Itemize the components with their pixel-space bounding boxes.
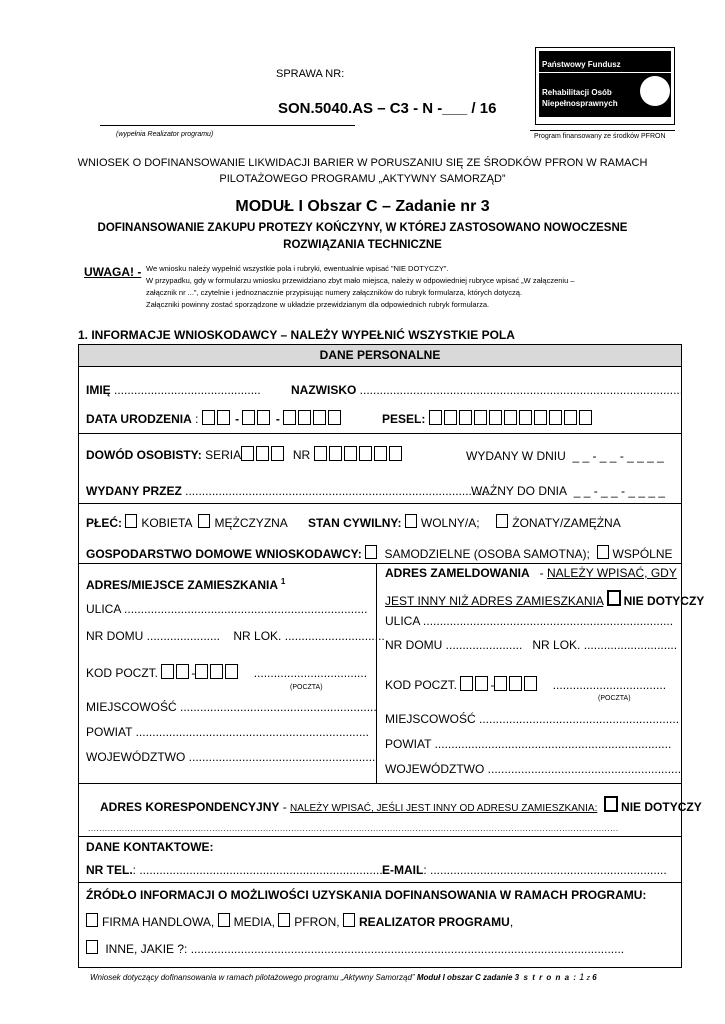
nr-box[interactable] xyxy=(389,446,402,461)
zamel-powiat-row: POWIAT ....................................................................... xyxy=(385,737,672,751)
dane-personalne-header: DANE PERSONALNE xyxy=(79,345,681,366)
uwaga-line-4: Załączniki powinny zostać sporządzone w układzie przewidzianym dla odpowiednich rubryk formularza. xyxy=(146,300,490,309)
nr-box[interactable] xyxy=(314,446,327,461)
zam-wojewodztwo-row: WOJEWÓDZTWO ........................................................ xyxy=(86,750,376,764)
zamel-poczta-label: (POCZTA) xyxy=(598,695,631,702)
zameldowanie-heading-2: JEST INNY NIŻ ADRES ZAMIESZKANIA NIE DOTYCZY xyxy=(385,590,704,608)
pesel-digit-box[interactable] xyxy=(474,410,487,425)
subtitle-2: ROZWIĄZANIA TECHNICZNE xyxy=(283,239,442,251)
uwaga-line-1: We wniosku należy wypełnić wszystkie pola i rubryki, ewentualnie wpisać ”NIE DOTYCZY”. xyxy=(146,264,449,273)
uwaga-line-3: załącznik nr ...”, czytelnie i jednoznacznie przypisując numery załączników do rubryk formularza, których dotyczą. xyxy=(146,288,522,297)
date-digit-box[interactable] xyxy=(313,410,326,425)
dowod-row: DOWÓD OSOBISTY: SERIA NR xyxy=(86,446,404,462)
wspolne-checkbox[interactable] xyxy=(597,545,609,559)
nazwisko-row: NAZWISKO ................................................................................................. xyxy=(291,383,684,397)
date-digit-box[interactable] xyxy=(257,410,270,425)
imie-field[interactable]: ............................................ xyxy=(114,383,261,397)
zam-nr-domu-field[interactable]: ...................... xyxy=(146,629,221,643)
zamel-kod-box[interactable] xyxy=(460,676,473,691)
zamel-miejscowosc-row: MIEJSCOWOŚĆ ............................................................ xyxy=(385,712,680,726)
zam-kod-box[interactable] xyxy=(195,664,208,679)
koresp-row: ADRES KORESPONDENCYJNY - NALEŻY WPISAĆ, JEŚLI JEST INNY OD ADRESU ZAMIESZKANIA: NIE DOTYCZY xyxy=(100,796,702,814)
pesel-digit-box[interactable] xyxy=(534,410,547,425)
seria-box[interactable] xyxy=(256,446,269,461)
nazwisko-field[interactable]: ................................................................................................. xyxy=(359,383,684,397)
zam-miejscowosc-row: MIEJSCOWOŚĆ ........................................................... xyxy=(86,700,377,714)
zamel-poczta-field[interactable]: .................................. xyxy=(552,678,667,692)
data-urodzenia-row: DATA URODZENIA : - - xyxy=(86,410,343,426)
program-note: Program finansowany ze środków PFRON xyxy=(534,133,666,140)
zam-ulica-field[interactable]: ......................................................................... xyxy=(124,602,368,616)
pfron-logo xyxy=(535,47,675,125)
zam-kod-box[interactable] xyxy=(161,664,174,679)
pesel-digit-box[interactable] xyxy=(489,410,502,425)
zameldowanie-heading: ADRES ZAMELDOWANIA - NALEŻY WPISAĆ, GDY xyxy=(385,566,677,580)
zam-poczta-label: (POCZTA) xyxy=(290,684,323,691)
wydany-w-dniu-row: WYDANY W DNIU _ _ - _ _ - _ _ _ _ xyxy=(466,449,664,463)
zamel-kod-box[interactable] xyxy=(524,676,537,691)
zam-kod-box[interactable] xyxy=(176,664,189,679)
zamel-nr-domu-field[interactable]: ....................... xyxy=(445,638,523,652)
zamel-ulica-row: ULICA ........................................................................... xyxy=(385,614,674,628)
zam-miejscowosc-field[interactable]: ........................................................... xyxy=(180,700,377,714)
zamel-wojewodztwo-field[interactable]: .......................................................... xyxy=(487,762,682,776)
date-digit-box[interactable] xyxy=(328,410,341,425)
date-digit-box[interactable] xyxy=(242,410,255,425)
footer: Wniosek dotyczący dofinansowania w ramach pilotażowego programu „Aktywny Samorząd” Moduł I obszar C zadanie 3 s t r o n a : 1 z 6 xyxy=(90,972,597,982)
logo-line-2: Rehabilitacji Osób xyxy=(542,88,612,97)
pesel-row: PESEL: xyxy=(382,410,594,426)
zamel-nr-row: NR DOMU ....................... NR LOK. ............................ xyxy=(385,638,678,652)
wydany-przez-row: WYDANY PRZEZ ........................................................................................... xyxy=(86,484,489,498)
pfron-checkbox[interactable] xyxy=(278,913,290,927)
email-row: E-MAIL: ....................................................................... xyxy=(382,863,667,877)
date-digit-box[interactable] xyxy=(298,410,311,425)
logo-line-3: Niepełnosprawnych xyxy=(542,99,618,108)
section-1-heading: 1. INFORMACJE WNIOSKODAWCY – NALEŻY WYPEŁNIĆ WSZYSTKIE POLA xyxy=(78,328,515,342)
tel-field[interactable]: : ........................................................................... xyxy=(132,863,390,877)
zam-wojewodztwo-field[interactable]: ........................................................ xyxy=(188,750,376,764)
firma-checkbox[interactable] xyxy=(86,913,98,927)
pesel-digit-box[interactable] xyxy=(549,410,562,425)
zamel-powiat-field[interactable]: ....................................................................... xyxy=(434,737,672,751)
imie-row: IMIĘ ............................................ xyxy=(86,383,261,397)
wazny-do-field[interactable]: _ _ - _ _ - _ _ _ _ xyxy=(573,484,666,498)
plec-row: PŁEĆ: KOBIETA MĘŻCZYZNA xyxy=(86,516,288,530)
zam-kod-row: KOD POCZT. - .................................. xyxy=(86,666,368,680)
date-digit-box[interactable] xyxy=(283,410,296,425)
pesel-digit-box[interactable] xyxy=(504,410,517,425)
mezczyzna-checkbox[interactable] xyxy=(198,514,210,528)
inne-row: INNE, JAKIE ?: .................................................................................................................................. xyxy=(86,940,624,956)
stan-cywilny-row: STAN CYWILNY: WOLNY/A; ŻONATY/ZAMĘŻNA xyxy=(308,516,621,530)
zamel-kod-box[interactable] xyxy=(509,676,522,691)
date-digit-box[interactable] xyxy=(217,410,230,425)
dane-kontaktowe-heading: DANE KONTAKTOWE: xyxy=(86,840,214,854)
logo-line-1: Państwowy Fundusz xyxy=(542,60,621,69)
wolny-checkbox[interactable] xyxy=(405,514,417,528)
pesel-digit-box[interactable] xyxy=(444,410,457,425)
modul-title: MODUŁ I Obszar C – Zadanie nr 3 xyxy=(235,198,490,215)
wniosek-title-1: WNIOSEK O DOFINANSOWANIE LIKWIDACJI BARIER W PORUSZANIU SIĘ ZE ŚRODKÓW PFRON W RAMACH xyxy=(77,157,648,169)
nr-box[interactable] xyxy=(344,446,357,461)
media-checkbox[interactable] xyxy=(218,913,230,927)
nr-box[interactable] xyxy=(359,446,372,461)
koresp-nie-dotyczy-checkbox[interactable] xyxy=(604,796,618,812)
pesel-digit-box[interactable] xyxy=(429,410,442,425)
koresp-field[interactable]: ............................................................................................................................................................................................ xyxy=(88,824,619,833)
subtitle-1: DOFINANSOWANIE ZAKUPU PROTEZY KOŃCZYNY, W KTÓREJ ZASTOSOWANO NOWOCZESNE xyxy=(97,222,628,234)
pesel-digit-box[interactable] xyxy=(459,410,472,425)
samodzielne-checkbox[interactable] xyxy=(365,545,377,559)
wydany-przez-field[interactable]: ........................................................................................... xyxy=(185,484,489,498)
zam-poczta-field[interactable]: .................................. xyxy=(253,666,368,680)
zrodlo-options-row: FIRMA HANDLOWA, MEDIA, PFRON, REALIZATOR PROGRAMU, xyxy=(86,913,513,929)
zrodlo-heading: ŹRÓDŁO INFORMACJI O MOŻLIWOŚCI UZYSKANIA DOFINANSOWANIA W RAMACH PROGRAMU: xyxy=(86,888,647,902)
email-field[interactable]: : ....................................................................... xyxy=(423,863,667,877)
zam-nr-row: NR DOMU ...................... NR LOK. .............................. xyxy=(86,629,385,643)
inne-checkbox[interactable] xyxy=(86,940,98,954)
zamel-ulica-field[interactable]: ........................................................................... xyxy=(423,614,674,628)
seria-box[interactable] xyxy=(241,446,254,461)
gospodarstwo-row: GOSPODARSTWO DOMOWE WNIOSKODAWCY: SAMODZIELNE (OSOBA SAMOTNA); WSPÓLNE xyxy=(86,547,673,561)
sprawa-label: SPRAWA NR: xyxy=(276,68,345,80)
kobieta-checkbox[interactable] xyxy=(125,514,137,528)
seria-box[interactable] xyxy=(271,446,284,461)
zamel-nr-lok-field[interactable]: ............................ xyxy=(583,638,678,652)
wydany-w-dniu-field[interactable]: _ _ - _ _ - _ _ _ _ xyxy=(572,449,664,463)
zamel-kod-row: KOD POCZT. - .................................. xyxy=(385,678,667,692)
zam-ulica-row: ULICA ......................................................................... xyxy=(86,602,368,616)
zam-kod-box[interactable] xyxy=(225,664,238,679)
uwaga-line-2: W przypadku, gdy w formularzu wniosku przewidziano zbyt mało miejsca, należy w odpowiedniej rubryce wpisać „W załączeniu – xyxy=(146,276,575,285)
zam-powiat-row: POWIAT ...................................................................... xyxy=(86,725,369,739)
zamel-wojewodztwo-row: WOJEWÓDZTWO .......................................................... xyxy=(385,762,682,776)
zamel-miejscowosc-field[interactable]: ............................................................ xyxy=(479,712,680,726)
sprawa-number: SON.5040.AS – C3 - N -___ / 16 xyxy=(278,100,497,117)
zonaty-checkbox[interactable] xyxy=(496,514,508,528)
pesel-digit-box[interactable] xyxy=(579,410,592,425)
realizator-checkbox[interactable] xyxy=(343,913,355,927)
adres-zamieszkania-heading: ADRES/MIEJSCE ZAMIESZKANIA $^1$ xyxy=(86,577,286,592)
uwaga-label: UWAGA! - xyxy=(84,265,142,279)
tel-row: NR TEL.: ........................................................................... xyxy=(86,863,390,877)
pesel-digit-box[interactable] xyxy=(564,410,577,425)
logo-circle-icon xyxy=(640,76,670,106)
zamel-kod-box[interactable] xyxy=(475,676,488,691)
wniosek-title-2: PILOTAŻOWEGO PROGRAMU „AKTYWNY SAMORZĄD” xyxy=(219,173,506,185)
zam-kod-box[interactable] xyxy=(210,664,223,679)
realizator-note: (wypełnia Realizator programu) xyxy=(116,131,214,138)
nr-box[interactable] xyxy=(374,446,387,461)
nr-box[interactable] xyxy=(329,446,342,461)
wazny-do-row: WAŻNY DO DNIA _ _ - _ _ - _ _ _ _ xyxy=(471,484,666,498)
pesel-digit-box[interactable] xyxy=(519,410,532,425)
inne-field[interactable]: .................................................................................................................................. xyxy=(190,942,625,956)
zamel-kod-box[interactable] xyxy=(494,676,507,691)
zam-powiat-field[interactable]: ...................................................................... xyxy=(135,725,369,739)
date-digit-box[interactable] xyxy=(202,410,215,425)
zamel-nie-dotyczy-checkbox[interactable] xyxy=(607,590,621,606)
zam-nr-lok-field[interactable]: .............................. xyxy=(284,629,385,643)
page-number: 1 xyxy=(579,972,585,982)
